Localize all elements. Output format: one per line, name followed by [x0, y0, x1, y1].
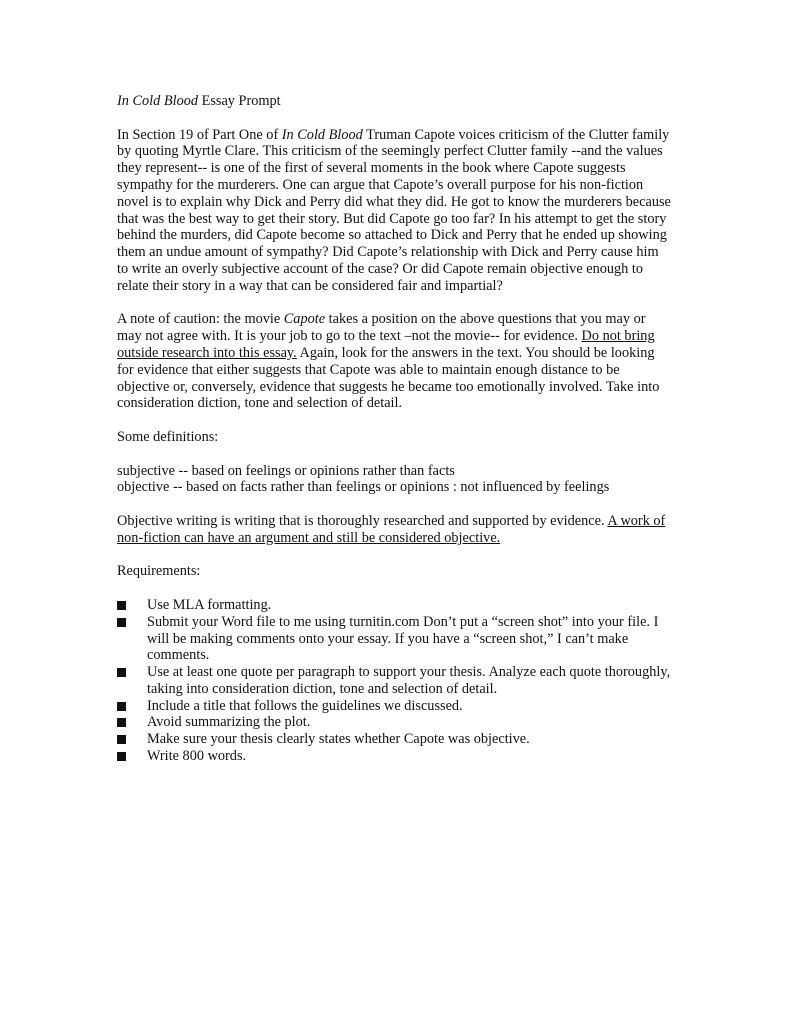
list-item [117, 714, 672, 731]
square-bullet-icon [117, 735, 126, 744]
square-bullet-icon [117, 601, 126, 610]
caution-underlined-instruction: Do not bring outside research into this essay. [117, 328, 655, 361]
list-item [117, 698, 672, 715]
intro-book-name: In Cold Blood [281, 126, 363, 143]
list-item [117, 664, 672, 698]
square-bullet-icon [117, 668, 126, 677]
objective-writing-underlined: A work of non-fiction can have an argument and still be considered objective. [117, 512, 666, 546]
list-item [117, 614, 672, 664]
caution-paragraph [117, 311, 672, 412]
requirement-text: Use MLA formatting. [147, 596, 272, 613]
list-item [117, 748, 672, 765]
square-bullet-icon [117, 618, 126, 627]
requirement-text: Write 800 words. [147, 748, 247, 765]
square-bullet-icon [117, 718, 126, 727]
caution-movie-name: Capote [283, 311, 326, 328]
caution-lead: A note of caution: the movie [117, 311, 284, 328]
caution-tail: Again, look for the answers in the text. You should be looking for evidence that either suggests that Capote was able to maintain enough distance to be objective or, conversely, evidence that suggests he became too emotionally involved. Take into consideration diction, tone and selection of detail. [117, 344, 660, 412]
requirements-heading: Requirements: [117, 563, 201, 580]
list-item [117, 597, 672, 614]
intro-lead: In Section 19 of Part One of [117, 126, 282, 143]
definitions-heading: Some definitions: [117, 428, 219, 445]
requirements-list [117, 597, 672, 765]
requirement-text: Use at least one quote per paragraph to support your thesis. Analyze each quote thoroughly, taking into consideration diction, tone and selection of detail. [147, 664, 671, 697]
requirement-text: Include a title that follows the guidelines we discussed. [147, 697, 463, 714]
requirement-text: Make sure your thesis clearly states whether Capote was objective. [147, 731, 530, 748]
title-book-name: In Cold Blood [117, 93, 199, 109]
caution-middle: takes a position on the above questions that you may or may not agree with. It is your job to go to the text –not the movie-- for evidence. [117, 311, 646, 345]
list-item [117, 731, 672, 748]
objective-writing-paragraph [117, 513, 672, 547]
title-rest: Essay Prompt [198, 93, 281, 109]
definition-subjective: subjective -- based on feelings or opinions rather than facts [117, 462, 455, 479]
requirement-text: Avoid summarizing the plot. [147, 714, 311, 731]
document-title [117, 93, 672, 110]
requirement-text: Submit your Word file to me using turnitin.com Don’t put a “screen shot” into your file. I will be making comments onto your essay. If you have a “screen shot,” I can’t make comments. [147, 613, 659, 664]
document-body [117, 93, 672, 765]
square-bullet-icon [117, 702, 126, 711]
square-bullet-icon [117, 752, 126, 761]
objective-writing-plain: Objective writing is writing that is thoroughly researched and supported by evidence. [117, 512, 608, 529]
intro-body: Truman Capote voices criticism of the Clutter family by quoting Myrtle Clare. This criticism of the seemingly perfect Clutter family --and the values they represent-- is one of the first of several moments in the book where Capote suggests sympathy for the murderers. One can argue that Capote’s overall purpose for his non-fiction novel is to explain why Dick and Perry did what they did. He got to know the murderers because that was the best way to get their story. But did Capote go too far? In his attempt to get the story behind the murders, did Capote become so attached to Dick and Perry that he ended up showing them an undue amount of sympathy? Did Capote’s relationship with Dick and Perry cause him to write an overly subjective account of the case? Or did Capote remain objective enough to relate their story in a way that can be considered fair and impartial? [117, 126, 671, 294]
intro-paragraph [117, 127, 672, 295]
definition-objective: objective -- based on facts rather than feelings or opinions : not influenced by feelings [117, 479, 610, 496]
